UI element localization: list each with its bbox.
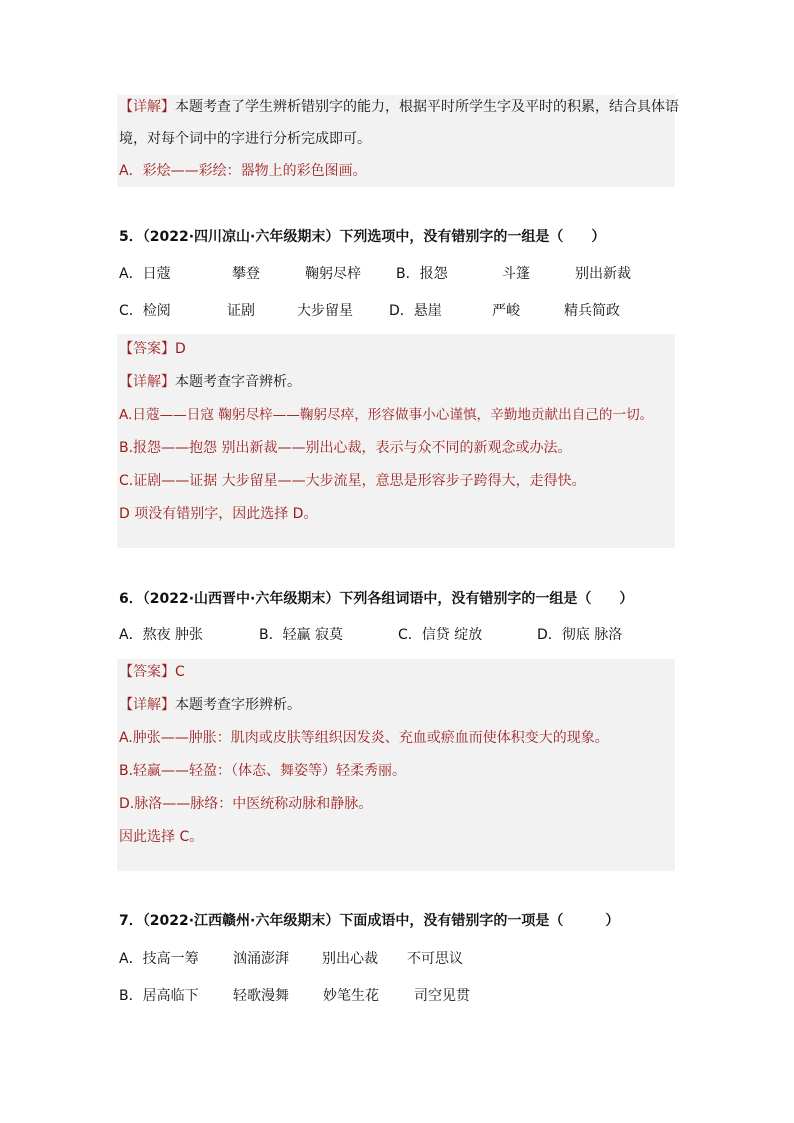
detail-line-2: 境，对每个词中的字进行分析完成即可。	[119, 131, 371, 147]
explanation-line: A．彩烩——彩绘：器物上的彩色图画。	[119, 163, 367, 179]
option-d: D．彻底 脉洛	[537, 627, 623, 643]
explanation-line: A.肿张——肿胀：肌肉或皮肤等组织因发炎、充血或瘀血而使体积变大的现象。	[119, 730, 609, 746]
question-title: 6．（2022·山西晋中·六年级期末）下列各组词语中，没有错别字的一组是（ ）	[119, 591, 634, 607]
option-b-word-2: 轻歌漫舞	[233, 988, 289, 1004]
option-b: B．居高临下	[119, 988, 199, 1004]
explanation-line: B.轻赢——轻盈：（体态、舞姿等）轻柔秀丽。	[119, 763, 407, 779]
option-b-word-3: 妙笔生花	[323, 988, 379, 1004]
detail-tag: 【详解】	[119, 374, 175, 390]
option-a-word-2: 汹涌澎湃	[233, 951, 289, 967]
detail-tag: 【详解】	[119, 99, 175, 115]
answer-box	[117, 659, 675, 871]
answer-line	[119, 339, 673, 359]
option-a-word-4: 不可思议	[407, 951, 463, 967]
option-c-word-3: 大步留星	[297, 303, 353, 319]
option-c: C．检阅	[119, 303, 171, 319]
detail-text: 本题考查字音辨析。	[175, 374, 301, 390]
option-a-word-2: 攀登	[232, 266, 260, 282]
detail-line	[119, 695, 673, 715]
answer-tag: 【答案】	[119, 341, 175, 357]
option-c: C．信贷 绽放	[398, 627, 483, 643]
option-b: B．轻赢 寂莫	[259, 627, 344, 643]
option-d: D．悬崖	[389, 303, 442, 319]
question-title: 7．（2022·江西赣州·六年级期末）下面成语中，没有错别字的一项是（ ）	[119, 913, 620, 929]
option-d-word-3: 精兵简政	[564, 303, 620, 319]
explanation-line: 因此选择 C。	[119, 829, 204, 845]
detail-text: 本题考查了学生辨析错别字的能力，根据平时所学生字及平时的积累，结合具体语	[175, 99, 679, 115]
question-title: 5．（2022·四川凉山·六年级期末）下列选项中，没有错别字的一组是（ ）	[119, 229, 606, 245]
option-b: B．报怨	[396, 266, 448, 282]
answer-tag: 【答案】	[119, 664, 175, 680]
detail-line	[119, 97, 679, 117]
explanation-line: B.报怨——抱怨 别出新裁——别出心裁，表示与众不同的新观念或办法。	[119, 440, 572, 456]
explanation-line: C.证剧——证据 大步留星——大步流星，意思是形容步子跨得大，走得快。	[119, 473, 586, 489]
option-a: A．技高一筹	[119, 951, 199, 967]
option-b-word-4: 司空见贯	[414, 988, 470, 1004]
detail-line	[119, 372, 673, 392]
option-a-word-3: 别出心裁	[322, 951, 378, 967]
option-c-word-2: 证剧	[227, 303, 255, 319]
explanation-box	[117, 95, 679, 187]
detail-tag: 【详解】	[119, 697, 175, 713]
option-a-word-3: 鞠躬尽梓	[305, 266, 361, 282]
explanation-line: D 项没有错别字，因此选择 D。	[119, 506, 318, 522]
answer-value: D	[175, 341, 186, 357]
option-b-word-2: 斗篷	[502, 266, 530, 282]
answer-box	[117, 334, 675, 548]
answer-line	[119, 662, 673, 682]
detail-text: 本题考查字形辨析。	[175, 697, 301, 713]
option-a: A．熬夜 肿张	[119, 627, 204, 643]
explanation-line: D.脉洛——脉络：中医统称动脉和静脉。	[119, 796, 373, 812]
answer-value: C	[175, 664, 185, 680]
option-d-word-2: 严峻	[492, 303, 520, 319]
option-a: A．日蔻	[119, 266, 171, 282]
option-b-word-3: 别出新裁	[575, 266, 631, 282]
explanation-line: A.日蔻——日寇 鞠躬尽梓——鞠躬尽瘁，形容做事小心谨慎，辛勤地贡献出自己的一切。	[119, 407, 654, 423]
